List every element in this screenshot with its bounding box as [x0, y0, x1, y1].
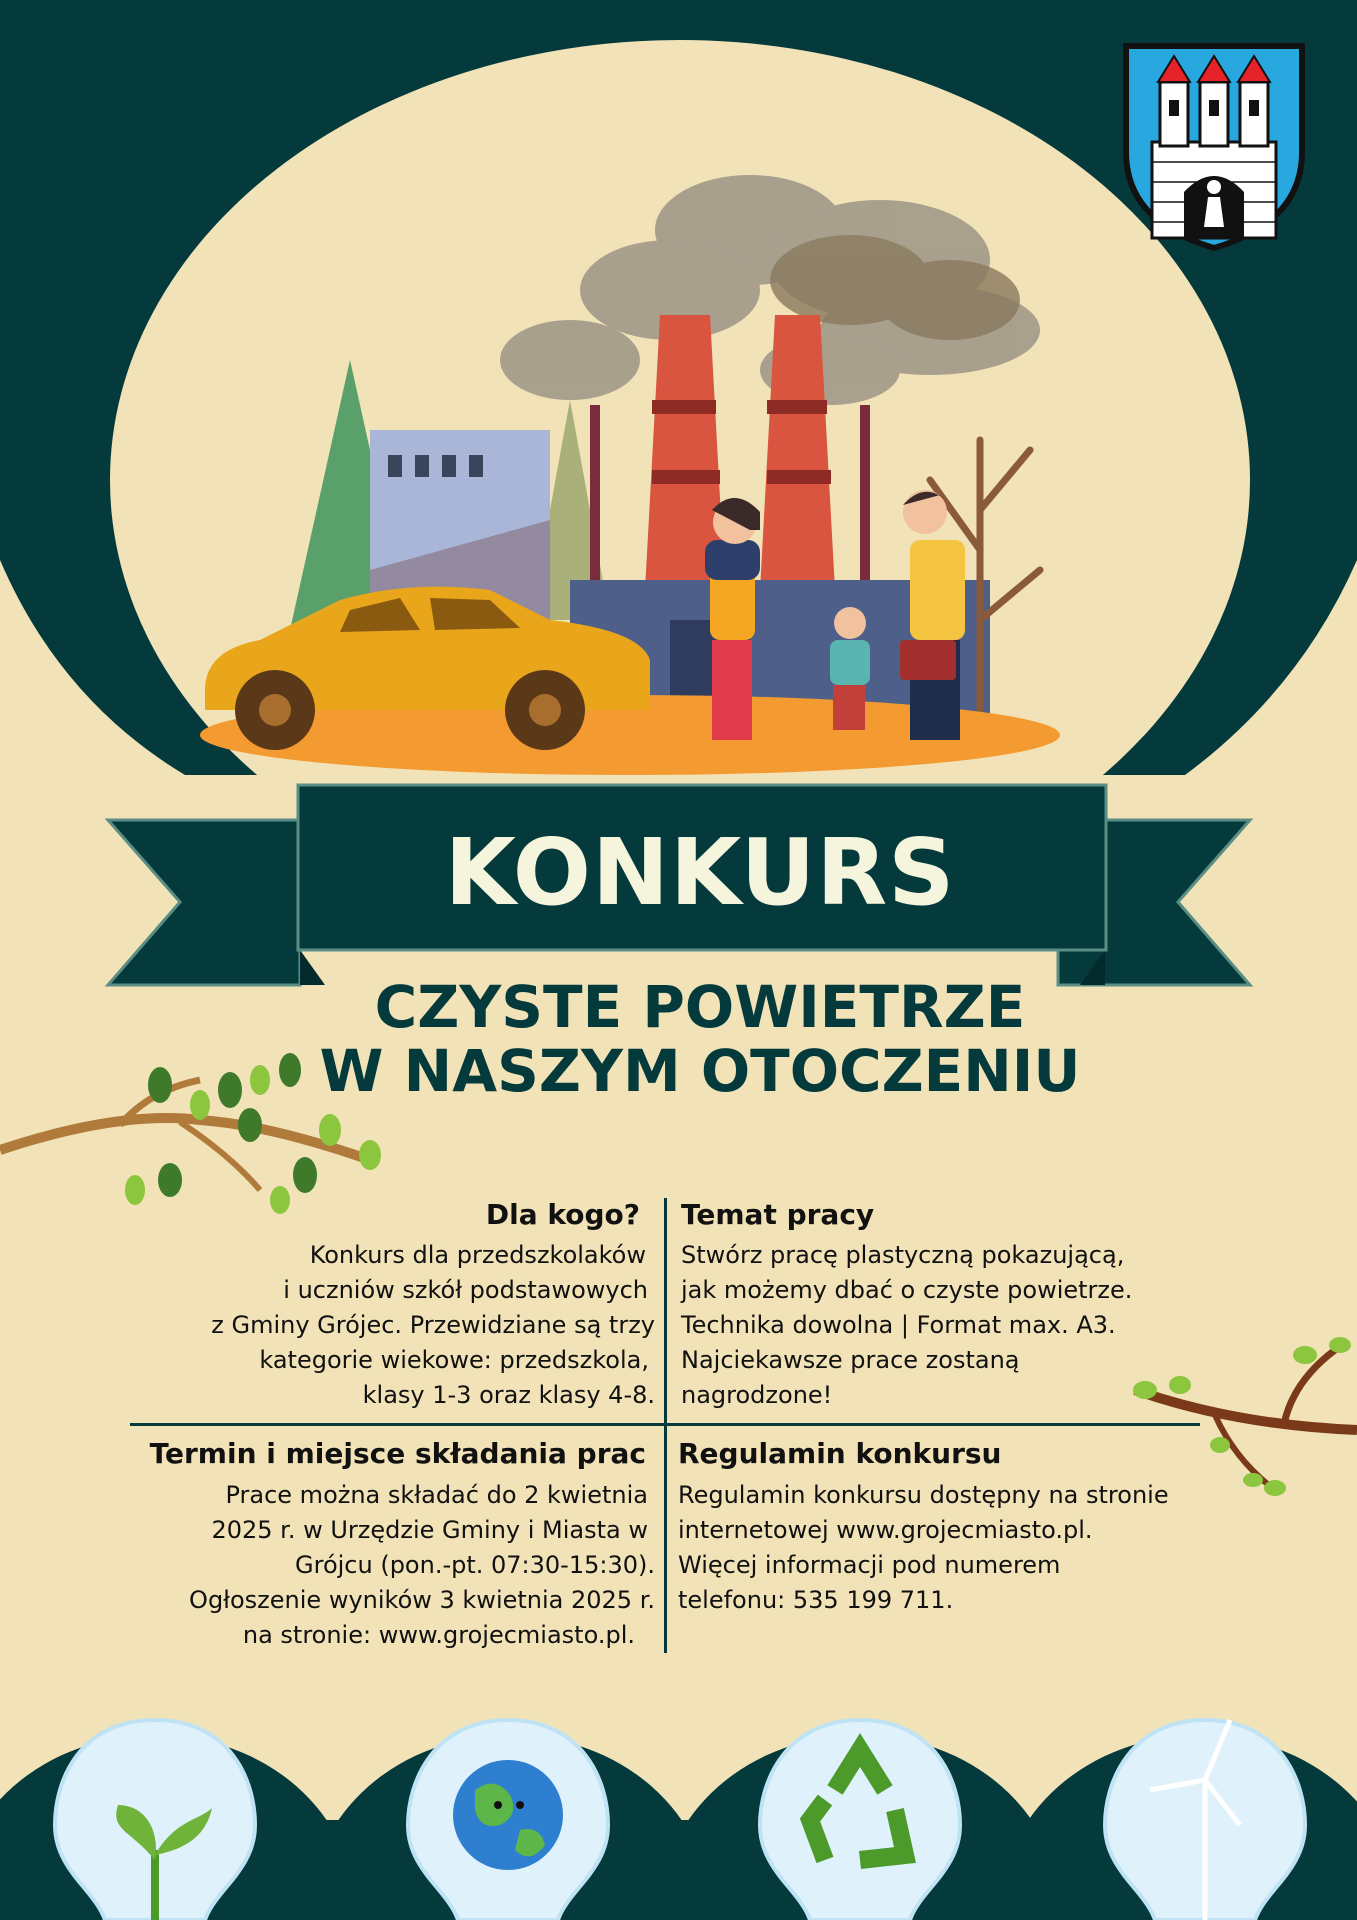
text-line: Grójcu (pon.-pt. 07:30-15:30). — [295, 1551, 655, 1579]
text-line: Ogłoszenie wyników 3 kwietnia 2025 r. — [189, 1586, 655, 1614]
text-line: Technika dowolna | Format max. A3. — [681, 1311, 1116, 1339]
text-line: 2025 r. w Urzędzie Gminy i Miasta w — [211, 1516, 648, 1544]
section-body-rules — [678, 1478, 1198, 1618]
text-line: kategorie wiekowe: przedszkola, — [259, 1346, 649, 1374]
text-line: Więcej informacji pod numerem — [678, 1551, 1061, 1579]
text-line: Najciekawsze prace zostaną — [681, 1346, 1020, 1374]
text-line: nagrodzone! — [681, 1381, 833, 1409]
section-heading-topic: Temat pracy — [681, 1198, 875, 1231]
subtitle-line: CZYSTE POWIETRZE — [374, 973, 1026, 1041]
section-heading-who: Dla kogo? — [485, 1198, 640, 1231]
text-line: z Gminy Grójec. Przewidziane są trzy — [211, 1311, 655, 1339]
coat-of-arms-icon — [1122, 42, 1306, 252]
factory-illustration — [190, 150, 1090, 790]
bottom-decoration — [0, 1680, 1357, 1920]
text-line: jak możemy dbać o czyste powietrze. — [681, 1276, 1133, 1304]
text-line: i uczniów szkół podstawowych — [283, 1276, 648, 1304]
text-line: klasy 1-3 oraz klasy 4-8. — [362, 1381, 655, 1409]
section-heading-rules: Regulamin konkursu — [678, 1437, 1002, 1470]
text-line: internetowej www.grojecmiasto.pl. — [678, 1516, 1093, 1544]
text-line: Stwórz pracę plastyczną pokazującą, — [681, 1241, 1125, 1269]
subtitle-line: W NASZYM OTOCZENIU — [319, 1037, 1081, 1105]
text-line: Konkurs dla przedszkolaków — [309, 1241, 646, 1269]
branch-icon — [0, 1050, 390, 1220]
section-body-deadline — [100, 1478, 655, 1653]
section-body-topic — [681, 1238, 1201, 1413]
section-body-who — [100, 1238, 655, 1413]
text-line: Regulamin konkursu dostępny na stronie — [678, 1481, 1169, 1509]
text-line: Prace można składać do 2 kwietnia — [225, 1481, 648, 1509]
page-title: KONKURS — [444, 819, 956, 926]
text-line: telefonu: 535 199 711. — [678, 1586, 954, 1614]
earth-bulb-icon — [453, 1760, 563, 1870]
horizontal-divider — [130, 1423, 1200, 1426]
section-heading-deadline: Termin i miejsce składania prac — [149, 1437, 646, 1470]
text-line: na stronie: www.grojecmiasto.pl. — [242, 1621, 635, 1649]
